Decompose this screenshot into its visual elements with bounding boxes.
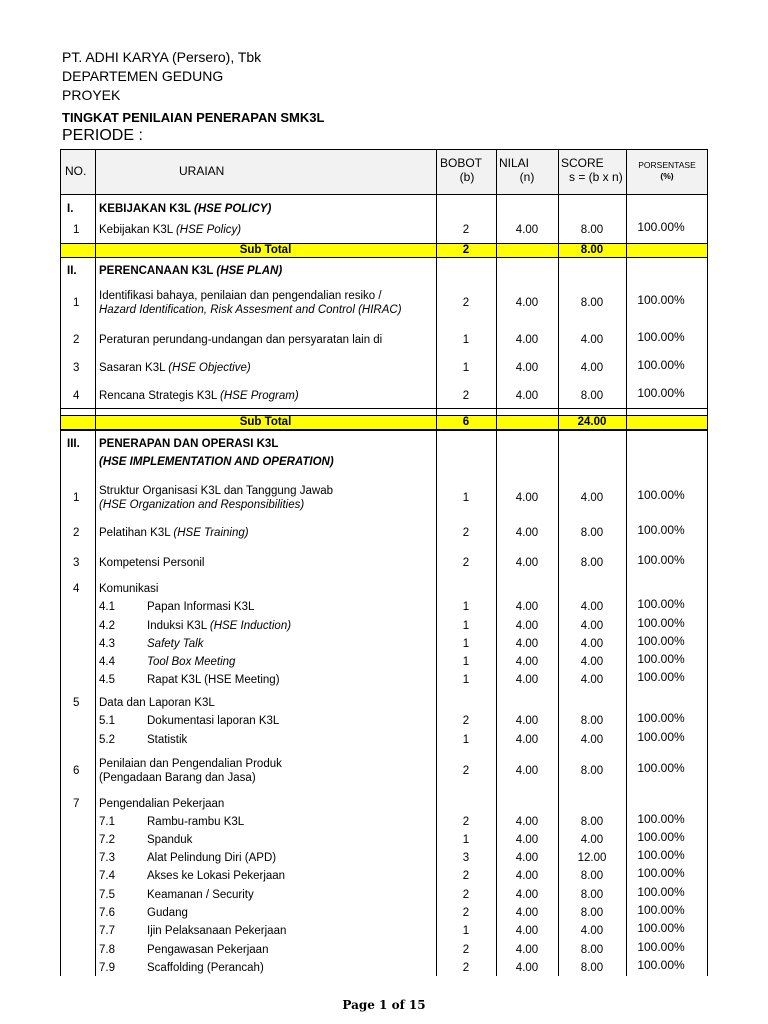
row-score: 8.00 <box>580 224 604 236</box>
section-title: KEBIJAKAN K3L (HSE POLICY) <box>99 203 272 215</box>
row-persentase: 100.00% <box>637 358 685 372</box>
row-persentase: 100.00% <box>637 921 685 935</box>
row-score: 12.00 <box>577 852 607 864</box>
row-score: 4.00 <box>580 834 604 846</box>
row-description: Identifikasi bahaya, penilaian dan pengendalian resiko / <box>99 290 382 302</box>
row-score: 8.00 <box>580 870 604 882</box>
row-persentase: 100.00% <box>637 958 685 972</box>
row-nilai: 4.00 <box>515 925 539 937</box>
row-nilai: 4.00 <box>515 390 539 402</box>
subtotal-divider <box>626 416 627 429</box>
row-description: Papan Informasi K3L <box>147 601 255 613</box>
row-description: Kebijakan K3L (HSE Policy) <box>99 224 242 236</box>
row-bobot: 2 <box>462 889 470 901</box>
row-description: Penilaian dan Pengendalian Produk <box>99 758 282 770</box>
row-description: Statistik <box>147 734 188 746</box>
row-number: 7 <box>73 798 80 810</box>
row-nilai: 4.00 <box>515 638 539 650</box>
row-description: Pengendalian Pekerjaan <box>99 798 225 810</box>
row-nilai: 4.00 <box>515 601 539 613</box>
row-sub-number: 4.1 <box>99 601 115 613</box>
subtotal-label: Sub Total <box>239 416 292 428</box>
row-score: 8.00 <box>580 907 604 919</box>
row-description: Akses ke Lokasi Pekerjaan <box>147 870 286 882</box>
row-sub-number: 7.2 <box>99 834 115 846</box>
row-score: 8.00 <box>580 390 604 402</box>
row-persentase: 100.00% <box>637 940 685 954</box>
row-description-italic: (HSE Induction) <box>209 620 292 632</box>
col-bobot: BOBOT <box>439 156 482 170</box>
row-sub-number: 7.5 <box>99 889 115 901</box>
row-description-italic: Safety Talk <box>147 638 204 650</box>
row-score: 4.00 <box>580 492 604 504</box>
section-number: I. <box>67 203 74 215</box>
assessment-table <box>60 149 708 976</box>
row-persentase: 100.00% <box>637 634 685 648</box>
section-title: PENERAPAN DAN OPERASI K3L <box>99 438 279 450</box>
subtotal-divider <box>95 244 96 257</box>
row-sub-number: 7.1 <box>99 816 115 828</box>
row-sub-number: 7.6 <box>99 907 115 919</box>
row-description-italic: (HSE Training) <box>173 527 249 539</box>
section-number: II. <box>67 265 77 277</box>
company-name: PT. ADHI KARYA (Persero), Tbk <box>62 49 262 65</box>
row-bobot: 2 <box>462 962 470 974</box>
section-title-italic: (HSE PLAN) <box>216 265 283 277</box>
row-score: 8.00 <box>580 816 604 828</box>
row-score: 4.00 <box>580 601 604 613</box>
row-description: Komunikasi <box>99 583 159 595</box>
row-score: 4.00 <box>580 362 604 374</box>
row-score: 4.00 <box>580 334 604 346</box>
subtotal-bobot: 2 <box>462 244 470 256</box>
row-bobot: 1 <box>462 362 470 374</box>
row-description: Pengawasan Pekerjaan <box>147 944 269 956</box>
row-bobot: 1 <box>462 638 470 650</box>
page-footer: Page 1 of 15 <box>342 998 426 1012</box>
section-divider <box>61 430 707 431</box>
row-nilai: 4.00 <box>515 362 539 374</box>
row-bobot: 2 <box>462 715 470 727</box>
row-nilai: 4.00 <box>515 962 539 974</box>
row-bobot: 1 <box>462 334 470 346</box>
row-persentase: 100.00% <box>637 597 685 611</box>
row-nilai: 4.00 <box>515 557 539 569</box>
section-title-sub: (HSE IMPLEMENTATION AND OPERATION) <box>99 456 334 468</box>
row-persentase: 100.00% <box>637 903 685 917</box>
row-nilai: 4.00 <box>515 889 539 901</box>
row-sub-number: 5.1 <box>99 715 115 727</box>
row-score: 4.00 <box>580 656 604 668</box>
row-score: 8.00 <box>580 715 604 727</box>
row-bobot: 1 <box>462 620 470 632</box>
row-description-italic: Tool Box Meeting <box>147 656 236 668</box>
row-bobot: 2 <box>462 870 470 882</box>
row-description: Spanduk <box>147 834 193 846</box>
row-persentase: 100.00% <box>637 761 685 775</box>
row-description: Sasaran K3L (HSE Objective) <box>99 362 251 374</box>
row-number: 5 <box>73 697 80 709</box>
row-description-line2: (Pengadaan Barang dan Jasa) <box>99 772 256 784</box>
row-score: 8.00 <box>580 527 604 539</box>
row-sub-number: 4.3 <box>99 638 115 650</box>
subtotal-divider <box>558 416 559 429</box>
row-persentase: 100.00% <box>637 523 685 537</box>
row-nilai: 4.00 <box>515 765 539 777</box>
row-persentase: 100.00% <box>637 711 685 725</box>
row-nilai: 4.00 <box>515 816 539 828</box>
subtotal-score: 8.00 <box>580 244 604 256</box>
row-description: Alat Pelindung Diri (APD) <box>147 852 277 864</box>
row-number: 2 <box>73 334 80 346</box>
col-bobot-sub: (b) <box>459 170 475 184</box>
department-name: DEPARTEMEN GEDUNG <box>62 68 224 84</box>
row-persentase: 100.00% <box>637 830 685 844</box>
row-nilai: 4.00 <box>515 527 539 539</box>
col-divider <box>95 150 96 976</box>
row-description-italic: (HSE Policy) <box>175 224 242 236</box>
row-bobot: 2 <box>462 765 470 777</box>
subtotal-divider <box>436 416 437 429</box>
col-persentase-sub: (%) <box>660 171 674 181</box>
col-score: SCORE <box>561 156 604 170</box>
table-header <box>61 150 707 195</box>
row-score: 4.00 <box>580 734 604 746</box>
row-description: Rapat K3L (HSE Meeting) <box>147 674 280 686</box>
row-sub-number: 7.3 <box>99 852 115 864</box>
row-nilai: 4.00 <box>515 870 539 882</box>
row-nilai: 4.00 <box>515 907 539 919</box>
row-nilai: 4.00 <box>515 656 539 668</box>
subtotal-divider <box>496 416 497 429</box>
row-bobot: 1 <box>462 734 470 746</box>
row-sub-number: 7.4 <box>99 870 115 882</box>
row-nilai: 4.00 <box>515 224 539 236</box>
row-persentase: 100.00% <box>637 885 685 899</box>
row-number: 4 <box>73 390 80 402</box>
row-score: 8.00 <box>580 944 604 956</box>
row-persentase: 100.00% <box>637 730 685 744</box>
row-persentase: 100.00% <box>637 616 685 630</box>
row-bobot: 2 <box>462 224 470 236</box>
row-bobot: 2 <box>462 816 470 828</box>
section-title: PERENCANAAN K3L (HSE PLAN) <box>99 265 283 277</box>
row-nilai: 4.00 <box>515 834 539 846</box>
row-nilai: 4.00 <box>515 492 539 504</box>
row-persentase: 100.00% <box>637 488 685 502</box>
row-bobot: 1 <box>462 674 470 686</box>
row-number: 1 <box>73 297 80 309</box>
row-score: 8.00 <box>580 297 604 309</box>
subtotal-label: Sub Total <box>239 244 292 256</box>
row-nilai: 4.00 <box>515 734 539 746</box>
row-bobot: 2 <box>462 390 470 402</box>
row-sub-number: 4.2 <box>99 620 115 632</box>
row-bobot: 1 <box>462 834 470 846</box>
row-description-italic: (HSE Objective) <box>168 362 251 374</box>
row-description: Induksi K3L (HSE Induction) <box>147 620 292 632</box>
row-description: Data dan Laporan K3L <box>99 697 215 709</box>
row-bobot: 2 <box>462 557 470 569</box>
row-nilai: 4.00 <box>515 334 539 346</box>
row-description: Peraturan perundang-undangan dan persyaratan lain di <box>99 334 383 346</box>
row-description: Rencana Strategis K3L (HSE Program) <box>99 390 299 402</box>
row-number: 4 <box>73 583 80 595</box>
row-number: 1 <box>73 492 80 504</box>
row-nilai: 4.00 <box>515 674 539 686</box>
row-bobot: 1 <box>462 492 470 504</box>
col-nilai-sub: (n) <box>519 170 535 184</box>
row-persentase: 100.00% <box>637 812 685 826</box>
document-title: TINGKAT PENILAIAN PENERAPAN SMK3L <box>62 110 325 125</box>
row-sub-number: 7.8 <box>99 944 115 956</box>
subtotal-divider <box>558 244 559 257</box>
row-persentase: 100.00% <box>637 386 685 400</box>
row-description: Rambu-rambu K3L <box>147 816 245 828</box>
row-persentase: 100.00% <box>637 553 685 567</box>
row-sub-number: 7.9 <box>99 962 115 974</box>
subtotal-row <box>61 243 707 258</box>
subtotal-row <box>61 415 707 430</box>
row-description: Keamanan / Security <box>147 889 254 901</box>
row-description-line2: Hazard Identification, Risk Assesment and Control (HIRAC) <box>99 304 402 316</box>
col-uraian: URAIAN <box>179 164 225 178</box>
subtotal-divider <box>436 244 437 257</box>
row-score: 8.00 <box>580 765 604 777</box>
subtotal-score: 24.00 <box>577 416 607 428</box>
section-number: III. <box>67 438 80 450</box>
subtotal-divider <box>95 416 96 429</box>
col-no: NO. <box>65 164 87 178</box>
row-persentase: 100.00% <box>637 220 685 234</box>
row-description: Pelatihan K3L (HSE Training) <box>99 527 249 539</box>
row-number: 3 <box>73 557 80 569</box>
col-persentase: PORSENTASE <box>638 160 696 170</box>
row-description <box>147 655 235 669</box>
col-score-sub: s = (b x n) <box>569 170 623 184</box>
row-bobot: 2 <box>462 297 470 309</box>
row-bobot: 1 <box>462 601 470 613</box>
row-score: 8.00 <box>580 557 604 569</box>
row-description-italic: (HSE Program) <box>220 390 299 402</box>
subtotal-bobot: 6 <box>462 416 470 428</box>
row-description: Scaffolding (Perancah) <box>147 962 264 974</box>
row-score: 4.00 <box>580 638 604 650</box>
row-number: 3 <box>73 362 80 374</box>
row-score: 4.00 <box>580 925 604 937</box>
row-sub-number: 4.4 <box>99 656 115 668</box>
row-nilai: 4.00 <box>515 715 539 727</box>
row-persentase: 100.00% <box>637 293 685 307</box>
row-score: 4.00 <box>580 620 604 632</box>
col-nilai: NILAI <box>499 156 530 170</box>
section-title-italic: (HSE POLICY) <box>194 203 272 215</box>
row-bobot: 2 <box>462 944 470 956</box>
row-persentase: 100.00% <box>637 330 685 344</box>
row-score: 4.00 <box>580 674 604 686</box>
row-sub-number: 7.7 <box>99 925 115 937</box>
row-nilai: 4.00 <box>515 944 539 956</box>
row-description: Kompetensi Personil <box>99 557 205 569</box>
row-description <box>147 637 203 651</box>
row-nilai: 4.00 <box>515 620 539 632</box>
subtotal-divider <box>496 244 497 257</box>
row-number: 6 <box>73 765 80 777</box>
row-score: 8.00 <box>580 962 604 974</box>
row-description: Ijin Pelaksanaan Pekerjaan <box>147 925 287 937</box>
row-score: 8.00 <box>580 889 604 901</box>
row-number: 2 <box>73 527 80 539</box>
row-persentase: 100.00% <box>637 848 685 862</box>
row-persentase: 100.00% <box>637 866 685 880</box>
project-label: PROYEK <box>62 87 121 103</box>
row-sub-number: 5.2 <box>99 734 115 746</box>
row-bobot: 3 <box>462 852 470 864</box>
row-number: 1 <box>73 224 80 236</box>
row-bobot: 1 <box>462 656 470 668</box>
row-description: Dokumentasi laporan K3L <box>147 715 280 727</box>
row-bobot: 2 <box>462 527 470 539</box>
subtotal-divider <box>626 244 627 257</box>
periode-label: PERIODE : <box>62 127 143 144</box>
row-description: Gudang <box>147 907 188 919</box>
row-nilai: 4.00 <box>515 297 539 309</box>
row-bobot: 2 <box>462 907 470 919</box>
row-bobot: 1 <box>462 925 470 937</box>
row-description-line2: (HSE Organization and Responsibilities) <box>99 499 305 511</box>
row-persentase: 100.00% <box>637 652 685 666</box>
row-description: Struktur Organisasi K3L dan Tanggung Jawab <box>99 485 333 497</box>
row-sub-number: 4.5 <box>99 674 115 686</box>
row-persentase: 100.00% <box>637 670 685 684</box>
section-divider <box>61 408 707 409</box>
row-nilai: 4.00 <box>515 852 539 864</box>
